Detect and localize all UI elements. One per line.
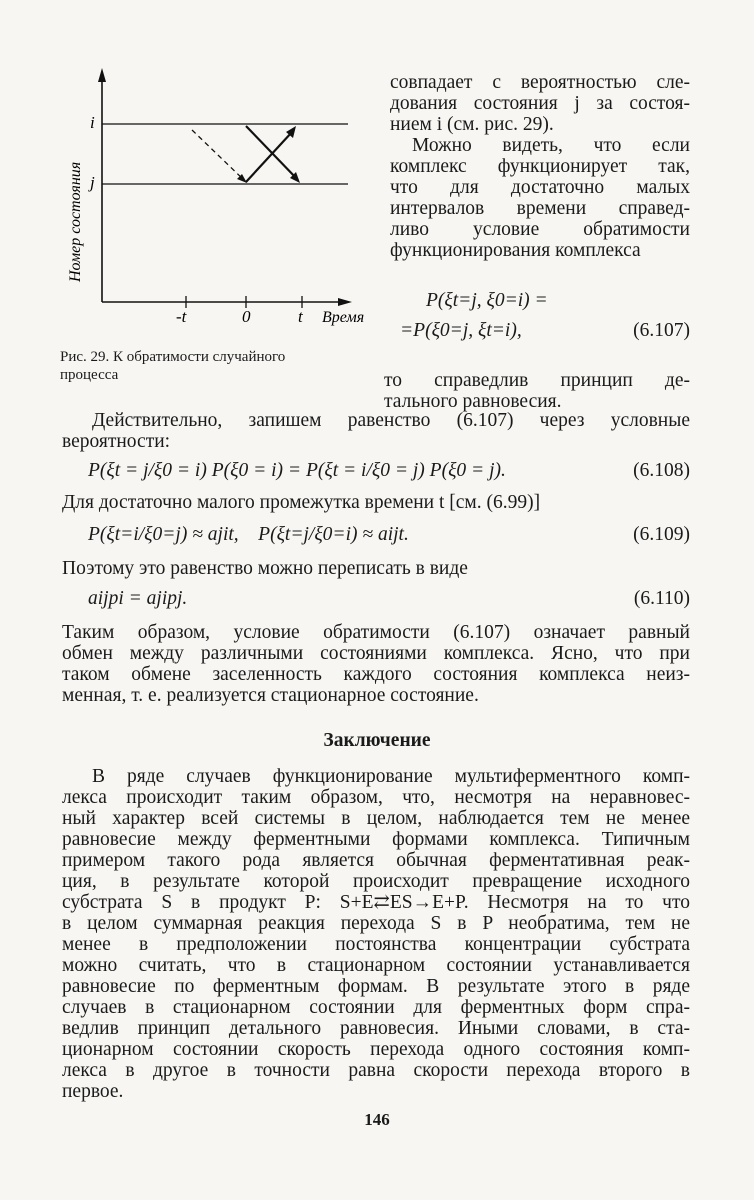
text-line: можно считать, что в стационарном состоянии устанавливается <box>62 955 690 976</box>
text-line: вероятности: <box>62 431 171 452</box>
paragraph-small-interval: Для достаточно малого промежутка времени t [см. (6.99)] <box>62 492 541 513</box>
text-line: менее в предположении постоянства концентрации субстрата <box>62 934 690 955</box>
right-line: нием i (см. рис. 29). <box>390 114 554 135</box>
text-line: обмен между различными состояниями комплекса. Ясно, что при <box>62 643 690 664</box>
text-line: ция, в результате которой происходит превращение исходного <box>62 871 690 892</box>
text-line: таком обмене заселенность каждого состояния комплекса неиз- <box>62 664 690 685</box>
equation-6-107-number: (6.107) <box>633 320 690 341</box>
section-title: Заключение <box>323 730 431 751</box>
text-line: тального равновесия. <box>384 391 562 412</box>
solid-transition-up <box>246 132 292 182</box>
right-line: что для достаточно малых <box>390 177 690 198</box>
text-line: лекса происходит таким образом, что, несмотря на неравновес- <box>62 787 690 808</box>
text-line: примером такого рода является обычная ферментативная реак- <box>62 850 690 871</box>
text-line: первое. <box>62 1081 124 1102</box>
page-number: 146 <box>364 1110 390 1129</box>
text-line: ный характер всей системы в целом, наблюдается тем не менее <box>62 808 690 829</box>
equation-6-107-line-1: P(ξt=j, ξ0=i) = <box>426 290 548 311</box>
right-line: дования состояния j за состоя- <box>390 93 690 114</box>
equation-6-108-text: P(ξt = j/ξ0 = i) P(ξ0 = i) = P(ξt = i/ξ0 = j) P(ξ0 = j). <box>88 460 506 481</box>
text-line: ведлив принцип детального равновесия. Иными словами, в ста- <box>62 1018 690 1039</box>
text-line: Действительно, запишем равенство (6.107) через условные <box>92 410 690 431</box>
after-107-text <box>384 370 690 412</box>
x-axis-arrow <box>338 298 352 306</box>
right-line: интервалов времени справед- <box>390 198 690 219</box>
right-line: комплекс функционирует так, <box>390 156 690 177</box>
tick-zero-label: 0 <box>242 307 251 326</box>
right-line: совпадает с вероятностью сле- <box>390 72 690 93</box>
figure-caption <box>60 348 370 384</box>
text-line: равновесие по ферментным формам. В результате этого в ряде <box>62 976 690 997</box>
text-line: субстрата S в продукт P: S+E⇄ES→E+P. Несмотря на то что <box>62 892 690 913</box>
text-line: ционарном состоянии скорость перехода одного состояния комп- <box>62 1039 690 1060</box>
equation-6-108 <box>62 460 690 481</box>
figure-29 <box>60 60 380 340</box>
tick-t-label: t <box>298 307 303 326</box>
equation-6-110-text: aijpi = ajipj. <box>88 588 188 609</box>
figure-29-diagram <box>60 60 380 340</box>
right-line: Можно видеть, что если <box>412 135 690 156</box>
figure-caption-line-1: Рис. 29. К обратимости случайного <box>60 349 286 365</box>
equation-6-107-line-2: =P(ξ0=j, ξt=i), <box>400 320 522 341</box>
right-column-text <box>390 72 690 261</box>
paragraph-rewrite: Поэтому это равенство можно переписать в виде <box>62 558 468 579</box>
conclusion-text <box>62 766 690 1102</box>
tick-neg-t-label: -t <box>176 307 187 326</box>
equation-6-107-line-2-wrap <box>400 320 690 341</box>
text-line: менная, т. е. реализуется стационарное состояние. <box>62 685 479 706</box>
right-line: функционирования комплекса <box>390 240 641 261</box>
paragraph-conditional <box>62 410 690 452</box>
paragraph-thus <box>62 622 690 706</box>
equation-6-110 <box>62 588 690 609</box>
text-line: Таким образом, условие обратимости (6.107) означает равный <box>62 622 690 643</box>
text-line: случаев в стационарном состоянии для ферментных форм спра- <box>62 997 690 1018</box>
text-line: лекса в другое в точности равна скорости перехода второго в <box>62 1060 690 1081</box>
figure-caption-line-2: процесса <box>60 367 119 383</box>
right-line: ливо условие обратимости <box>390 219 690 240</box>
text-line: равновесие между ферментными формами комплекса. Типичным <box>62 829 690 850</box>
text-line: В ряде случаев функционирование мультиферментного комп- <box>92 766 690 787</box>
level-i-label: i <box>90 113 95 132</box>
equation-6-109 <box>62 524 690 545</box>
equation-6-109-number: (6.109) <box>633 524 690 545</box>
text-line: в целом суммарная реакция перехода S в P необратима, тем не <box>62 913 690 934</box>
text-line: то справедлив принцип де- <box>384 370 690 391</box>
x-axis-label: Время <box>322 309 365 326</box>
equation-6-109-text: P(ξt=i/ξ0=j) ≈ ajit, P(ξt=j/ξ0=i) ≈ aijt. <box>88 524 409 545</box>
equation-6-110-number: (6.110) <box>633 588 690 609</box>
dashed-transition <box>192 130 246 182</box>
equation-6-108-number: (6.108) <box>633 460 690 481</box>
y-axis-arrow <box>98 68 106 82</box>
y-axis-label: Номер состояния <box>67 161 84 282</box>
level-j-label: j <box>90 173 95 192</box>
